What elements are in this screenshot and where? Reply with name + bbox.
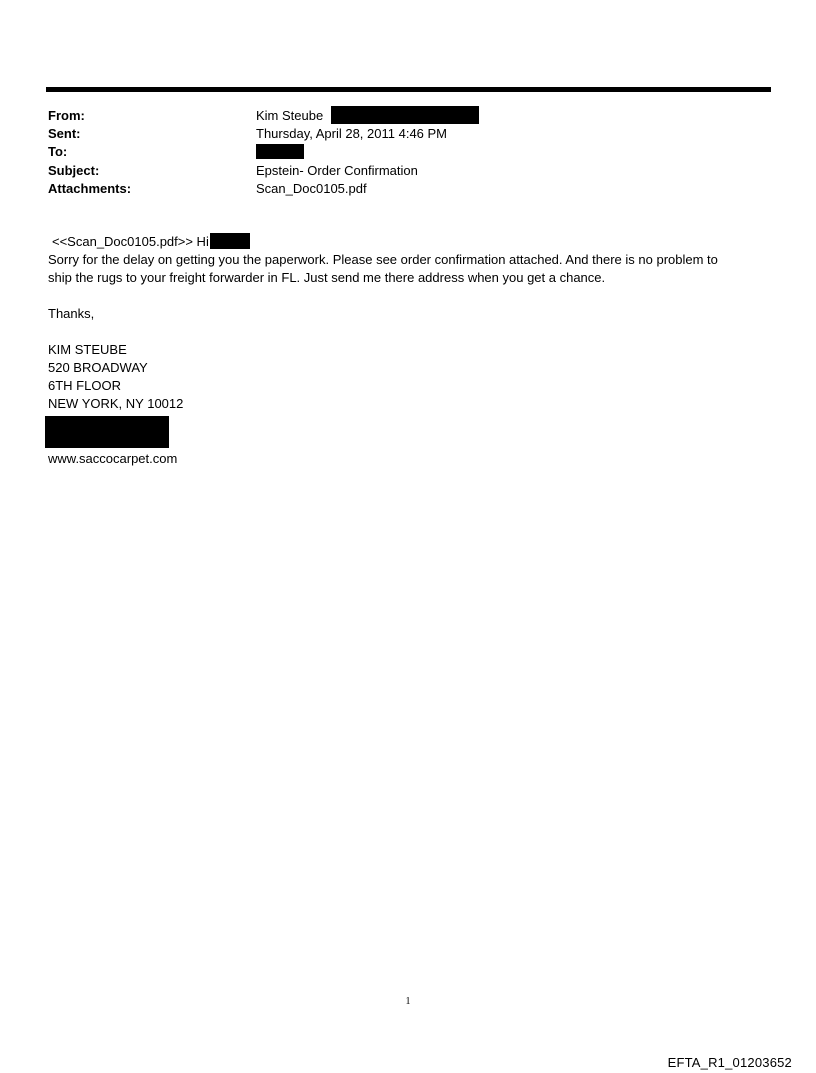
from-name: Kim Steube — [256, 108, 324, 123]
header-to — [48, 142, 748, 161]
attachment-reference-line — [52, 233, 250, 251]
attachments-value: Scan_Doc0105.pdf — [256, 181, 367, 196]
subject-value: Epstein- Order Confirmation — [256, 163, 418, 178]
signature-website: www.saccocarpet.com — [48, 451, 178, 466]
from-email-redaction — [331, 106, 479, 124]
header-divider — [46, 87, 771, 92]
header-from — [48, 106, 748, 125]
attachments-label: Attachments: — [48, 181, 132, 196]
closing-text: Thanks, — [48, 306, 95, 321]
header-subject — [48, 161, 748, 180]
signature-address-line-2: 6TH FLOOR — [48, 378, 121, 393]
from-value — [256, 106, 479, 125]
sent-label: Sent: — [48, 126, 81, 141]
subject-label: Subject: — [48, 163, 100, 178]
document-id: EFTA_R1_01203652 — [667, 1055, 792, 1070]
page-number: 1 — [405, 996, 411, 1007]
recipient-name-redaction — [210, 233, 250, 249]
signature-phone-redaction — [45, 416, 169, 448]
header-attachments — [48, 179, 748, 198]
to-recipient-redaction — [256, 144, 304, 159]
body-line-1: Sorry for the delay on getting you the paperwork. Please see order confirmation attached. And there is no problem to — [48, 252, 718, 267]
signature-city: NEW YORK, NY 10012 — [48, 396, 184, 411]
body-line-2: ship the rugs to your freight forwarder in FL. Just send me there address when you get a chance. — [48, 270, 606, 285]
sent-value: Thursday, April 28, 2011 4:46 PM — [256, 126, 448, 141]
header-sent — [48, 124, 748, 143]
signature-address-line-1: 520 BROADWAY — [48, 360, 148, 375]
signature-name: KIM STEUBE — [48, 342, 127, 357]
to-value — [256, 142, 304, 161]
from-label: From: — [48, 108, 85, 123]
attachment-reference: <<Scan_Doc0105.pdf>> Hi — [52, 234, 209, 249]
to-label: To: — [48, 144, 68, 159]
